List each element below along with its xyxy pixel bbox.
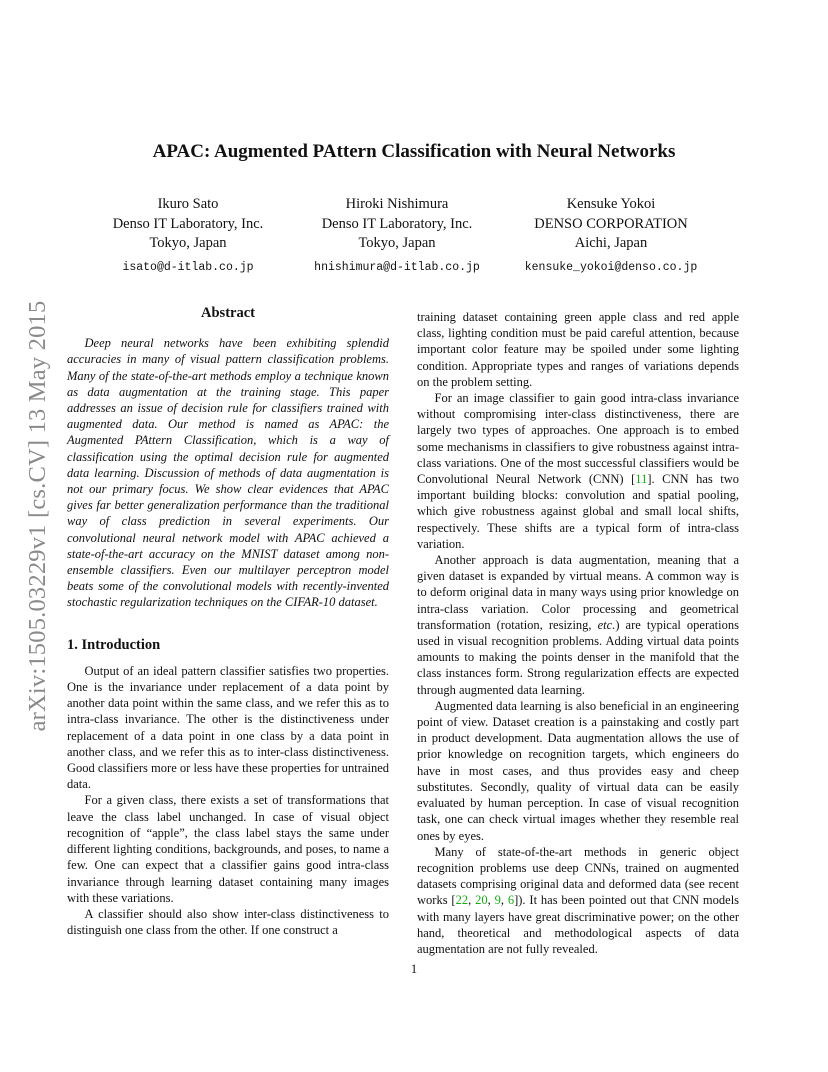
- body-paragraph-4: Augmented data learning is also beneficial in an engineering point of view. Dataset creation is a painstaking and costly part in product development. Data augmentation allows the use of prior knowledge on recognition targets, which engineers do have in most cases, and thus provides easy and cheep substitutes. Secondly, quality of virtual data can be easily evaluated by human perception. In case of visual recognition task, one can check virtual images whether they resemble real ones by eyes.: [417, 698, 739, 843]
- body-paragraph-5: Many of state-of-the-art methods in generic object recognition problems use deep CNNs, trained on augmented datasets comprising original data and deformed data (see recent works [22, 20, 9, 6]). It has been pointed out that CNN models with many layers have great discriminative power; on the other hand, theoretical and methodological aspects of data augmentation are not fully revealed.: [417, 844, 740, 956]
- paragraph-text: Many of state-of-the-art methods in generic object recognition problems use deep CNNs, trained on augmented datasets comprising original data and deformed data (see recent works [: [417, 844, 739, 908]
- author-location: Tokyo, Japan: [358, 235, 436, 251]
- paragraph-text: For an image classifier to gain good intra-class invariance without compromising inter-class distinctiveness, there are largely two types of approaches. One approach is to embed some mechanisms in classifiers to give robustness against intra-class variations. One of the most successful classifiers would be Convolutional Neural Network (CNN) [: [417, 391, 739, 487]
- intro-paragraph-2: For a given class, there exists a set of transformations that leave the class label unchanged. In case of visual object recognition of “apple”, the class label stays the same under different lighting conditions, backgrounds, and poses, to name a few. One can expect that a classifier gains good intra-class invariance through learning dataset containing many images with these variations.: [67, 793, 389, 905]
- paragraph-text: ]. CNN has two important building blocks: convolution and spatial pooling, which give robustness against global and small local shifts, respectively. These shifts are a typical form of intra-class variation.: [417, 472, 740, 551]
- page-number: 1: [410, 962, 418, 976]
- paper-title: APAC: Augmented PAttern Classification with Neural Networks: [152, 141, 676, 162]
- right-column: [417, 309, 739, 957]
- author-email[interactable]: kensuke_yokoi@denso.co.jp: [524, 260, 698, 274]
- author-name: Hiroki Nishimura: [345, 196, 449, 212]
- author-email[interactable]: isato@d-itlab.co.jp: [122, 260, 254, 274]
- etc-italic: etc.: [597, 617, 616, 632]
- paragraph-text: ) are typical operations used in visual recognition problems. Adding virtual data points amounts to making the points denser in the manifold that the class instances form. Strong regularization effects are expected through augmented data learning.: [417, 617, 739, 697]
- paragraph-text: Another approach is data augmentation, meaning that a given dataset is expanded by virtual means. A common way is to deform original data in many ways using prior knowledge on intra-class variation. Color processing and geometrical transformation (rotation, resizing,: [417, 553, 739, 632]
- author-name: Ikuro Sato: [157, 196, 219, 212]
- author-affiliation: Denso IT Laboratory, Inc.: [112, 215, 264, 232]
- citation-link[interactable]: 11: [635, 472, 648, 487]
- body-paragraph-3: [417, 552, 739, 698]
- body-paragraph-2: [417, 390, 739, 552]
- intro-paragraph-1: Output of an ideal pattern classifier satisfies two properties. One is the invariance under replacement of a data point by another data point within the same class, and we refer this as to intra-class invariance. The other is the distinctiveness under replacement of a data point in one class by a data point in another class, and we refer this as to inter-class distinctiveness. Good classifiers more or less have these properties for untrained data.: [67, 663, 389, 792]
- author-3: [496, 195, 726, 276]
- citation-link[interactable]: 6: [507, 893, 515, 908]
- citation-link[interactable]: 22: [455, 893, 469, 908]
- citation-link[interactable]: 20: [475, 893, 488, 908]
- body-paragraph-1: training dataset containing green apple class and red apple class, lighting condition must be paid careful attention, because important color feature may be spoiled under some lighting condition. Appropriate types and ranges of variations depends on the problem setting.: [417, 310, 739, 389]
- arxiv-identifier: arXiv:1505.03229v1 [cs.CV] 13 May 2015: [24, 300, 51, 732]
- paragraph-text: ]). It has been pointed out that CNN models with many layers have great discriminative power; on the other hand, theoretical and methodological aspects of data augmentation are not fully revealed.: [417, 893, 740, 956]
- left-column: [67, 305, 389, 938]
- author-affiliation: DENSO CORPORATION: [534, 215, 688, 232]
- author-location: Aichi, Japan: [574, 235, 648, 251]
- abstract-heading: Abstract: [201, 305, 255, 321]
- citation-link[interactable]: 9: [494, 893, 501, 908]
- introduction-heading: 1. Introduction: [67, 636, 161, 653]
- author-location: Tokyo, Japan: [149, 235, 227, 251]
- author-2: [282, 195, 512, 276]
- intro-paragraph-3: A classifier should also show inter-class distinctiveness to distinguish one class from the other. If one construct a: [67, 906, 389, 938]
- author-affiliation: Denso IT Laboratory, Inc.: [321, 215, 473, 232]
- author-name: Kensuke Yokoi: [566, 196, 656, 212]
- abstract-text: Deep neural networks have been exhibiting splendid accuracies in many of visual pattern classification problems. Many of the state-of-the-art methods employ a technique known as data augmentation at the training stage. This paper addresses an issue of decision rule for classifiers trained with augmented data. Our method is named as APAC: the Augmented PAttern Classification, which is a way of classification using the optimal decision rule for augmented data learning. Discussion of methods of data augmentation is not our primary focus. We show clear evidences that APAC gives far better generalization performance than the traditional way of class prediction in several experiments. Our convolutional neural network model with APAC achieved a state-of-the-art accuracy on the MNIST dataset among non-ensemble classifiers. Even our multilayer perceptron model beats some of the convolutional models with recently-invented stochastic regularization techniques on the CIFAR-10 dataset.: [67, 336, 389, 610]
- author-1: [73, 195, 303, 276]
- author-email[interactable]: hnishimura@d-itlab.co.jp: [314, 260, 480, 274]
